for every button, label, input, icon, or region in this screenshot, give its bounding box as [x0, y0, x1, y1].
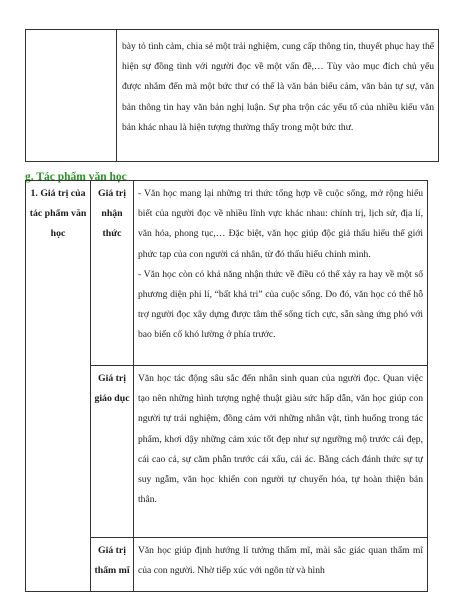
- category-cell: 1. Giá trị của tác phẩm văn học: [26, 181, 91, 592]
- row-label-cognitive: Giá trị nhận thức: [91, 181, 134, 366]
- paragraph: - Văn học mang lại những tri thức tổng hợp về cuộc sống, mở rộng hiểu biết của người đọc về nhiều lĩnh vực khác nhau: chính trị, lịch sử, địa lí, văn hóa, phong tục,… Đặc biệt, văn học giúp độc giả thấu hiểu thế giới phức tạp của con người cá nhân, từ đó thấu hiểu chính mình.: [138, 188, 423, 260]
- letter-description-cell: [117, 30, 439, 162]
- table-row: [26, 181, 428, 366]
- letter-description-text: bày tỏ tình cảm, chia sẻ một trải nghiệm, cung cấp thông tin, thuyết phục hay thể hiện sự đồng tình với người đọc về một vấn đề,… Tùy vào mục đích chủ yếu được nhắm đến mà một bức thư có thể là văn bản biểu cảm, văn bản tự sự, văn bản thông tin hay văn bản nghị luận. Sự pha trộn các yếu tố của nhiều kiểu văn bản khác nhau là hiện tượng thường thấy trong một bức thư.: [122, 41, 434, 133]
- table-row: [26, 30, 439, 162]
- paragraph: Văn học tác động sâu sắc đến nhân sinh quan của người đọc. Quan việc tạo nên những hình tượng nghệ thuật giàu sức hấp dẫn, văn học giúp con người tự trải nghiệm, đồng cảm với những nhân vật, tình huống trong tác phẩm, khơi dậy những cảm xúc tốt đẹp như sự ngưỡng mộ trước cái đẹp, cái cao cả, sự căm phẫn trước cái xấu, cái ác. Bằng cách đánh thức sự tự suy ngẫm, văn học khiến con người tự chuyển hóa, tự hoàn thiện bản thân.: [138, 373, 423, 506]
- empty-label-cell: [26, 30, 117, 162]
- row-content-aesthetic: [134, 538, 428, 592]
- row-content-educational: [134, 366, 428, 538]
- section-heading: g. Tác phẩm văn học: [25, 171, 127, 183]
- paragraph: Văn học giúp định hướng lí tưởng thẩm mĩ, mài sắc giác quan thẩm mĩ của con người. Nhờ tiếp xúc với ngôn từ và hình: [138, 545, 423, 577]
- letter-continuation-table: [25, 29, 439, 162]
- paragraph: - Văn học còn có khả năng nhận thức về điều có thể xảy ra hay về một số phương diện phi lí, “bất khả tri” của cuộc sống. Do đó, văn học có thể hỗ trợ người đọc xây dựng được tâm thế sống tích cực, sẵn sàng ứng phó với bao biến cố khó lường ở phía trước.: [138, 268, 423, 341]
- row-content-cognitive: [134, 181, 428, 366]
- row-label-aesthetic: Giá trị thẩm mĩ: [91, 538, 134, 592]
- literary-work-values-table: [25, 180, 428, 592]
- row-label-educational: Giá trị giáo dục: [91, 366, 134, 538]
